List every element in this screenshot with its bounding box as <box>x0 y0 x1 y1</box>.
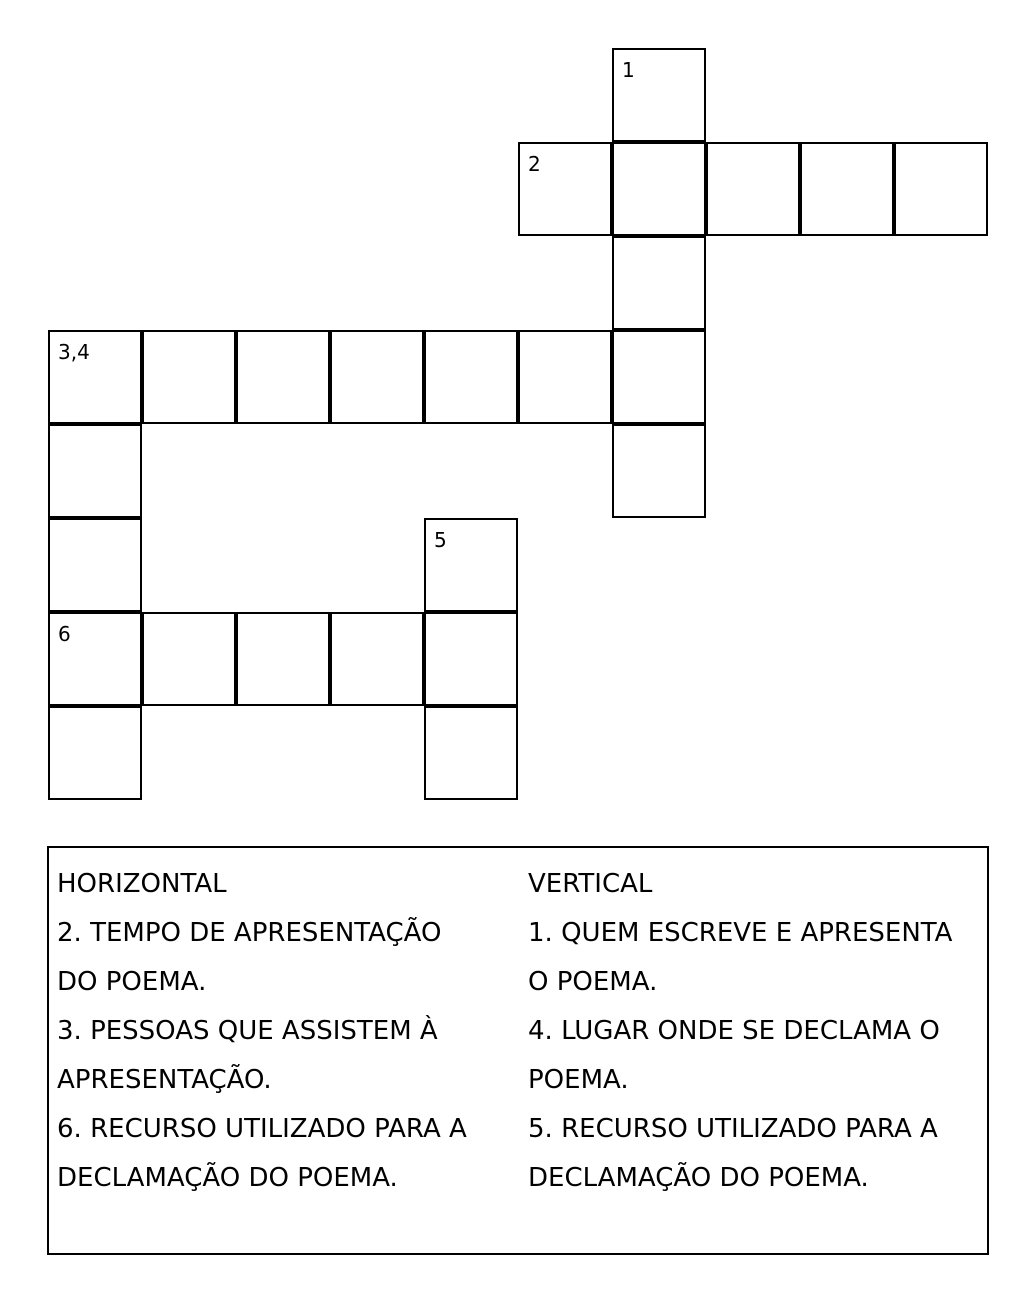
crossword-cell[interactable] <box>424 706 518 800</box>
crossword-cell[interactable] <box>518 330 612 424</box>
vertical-clue-line: O POEMA. <box>528 967 658 997</box>
horizontal-clue-line: 2. TEMPO DE APRESENTAÇÃO <box>57 918 442 948</box>
crossword-cell[interactable] <box>612 48 706 142</box>
crossword-cell[interactable] <box>48 330 142 424</box>
vertical-clue-line: 5. RECURSO UTILIZADO PARA A <box>528 1114 938 1144</box>
vertical-clue-line: 4. LUGAR ONDE SE DECLAMA O <box>528 1016 940 1046</box>
horizontal-clue-line: APRESENTAÇÃO. <box>57 1065 272 1095</box>
horizontal-clue-line: 6. RECURSO UTILIZADO PARA A <box>57 1114 467 1144</box>
crossword-cell[interactable] <box>612 330 706 424</box>
clue-number: 2 <box>528 152 541 176</box>
crossword-cell[interactable] <box>894 142 988 236</box>
clue-number: 3,4 <box>58 340 90 364</box>
vertical-heading: VERTICAL <box>528 869 653 899</box>
vertical-clue-line: POEMA. <box>528 1065 629 1095</box>
clue-number: 6 <box>58 622 71 646</box>
crossword-cell[interactable] <box>330 330 424 424</box>
crossword-cell[interactable] <box>706 142 800 236</box>
vertical-clue-line: DECLAMAÇÃO DO POEMA. <box>528 1163 869 1193</box>
crossword-cell[interactable] <box>800 142 894 236</box>
crossword-cell[interactable] <box>142 330 236 424</box>
crossword-cell[interactable] <box>518 142 612 236</box>
crossword-cell[interactable] <box>330 612 424 706</box>
crossword-cell[interactable] <box>612 236 706 330</box>
crossword-cell[interactable] <box>48 424 142 518</box>
crossword-cell[interactable] <box>236 330 330 424</box>
crossword-cell[interactable] <box>424 330 518 424</box>
crossword-cell[interactable] <box>48 706 142 800</box>
crossword-cell[interactable] <box>142 612 236 706</box>
vertical-clues <box>528 860 983 1203</box>
clues-box <box>47 846 989 1255</box>
crossword-cell[interactable] <box>424 612 518 706</box>
crossword-cell[interactable] <box>48 612 142 706</box>
horizontal-clues <box>57 860 507 1203</box>
crossword-cell[interactable] <box>612 142 706 236</box>
horizontal-clue-line: 3. PESSOAS QUE ASSISTEM À <box>57 1016 438 1046</box>
clue-number: 1 <box>622 58 635 82</box>
crossword-cell[interactable] <box>424 518 518 612</box>
clue-number: 5 <box>434 528 447 552</box>
crossword-cell[interactable] <box>48 518 142 612</box>
horizontal-clue-line: DO POEMA. <box>57 967 207 997</box>
crossword-cell[interactable] <box>612 424 706 518</box>
crossword-cell[interactable] <box>236 612 330 706</box>
vertical-clue-line: 1. QUEM ESCREVE E APRESENTA <box>528 918 953 948</box>
horizontal-clue-line: DECLAMAÇÃO DO POEMA. <box>57 1163 398 1193</box>
crossword-grid <box>48 48 988 800</box>
horizontal-heading: HORIZONTAL <box>57 869 227 899</box>
